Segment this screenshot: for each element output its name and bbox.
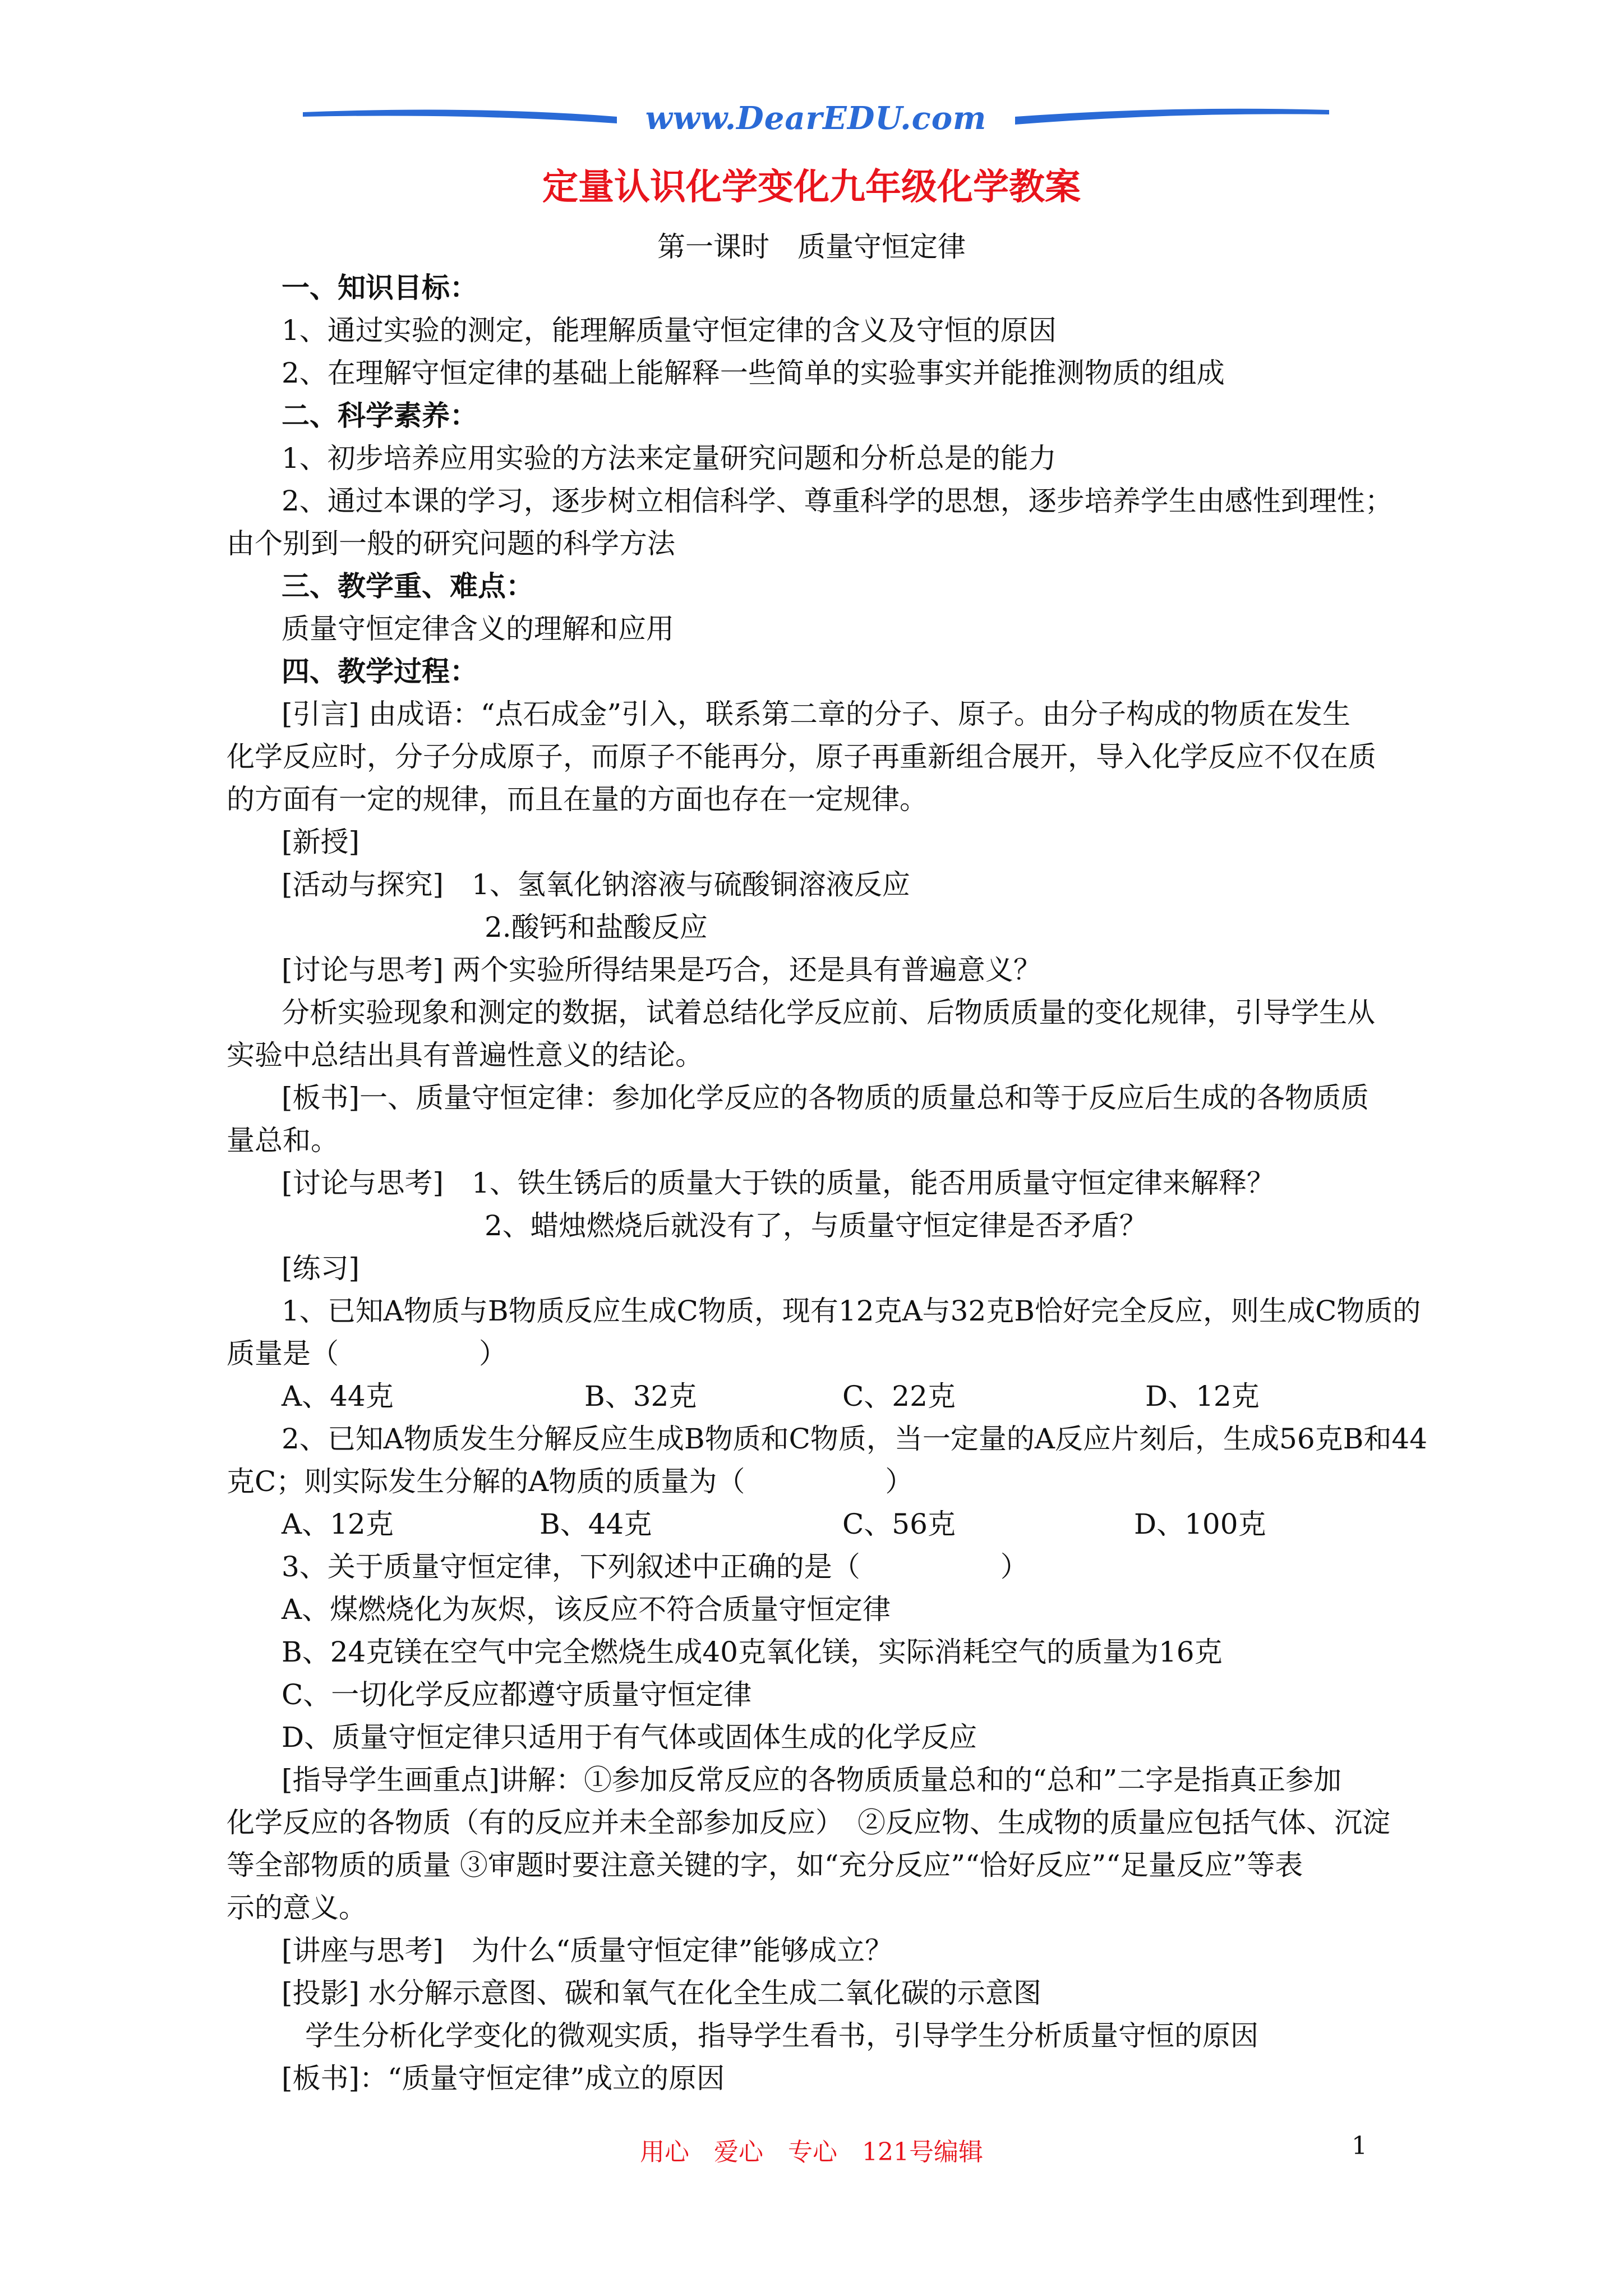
option-a: A、12克	[282, 1508, 394, 1540]
section-heading: 三、教学重、难点：	[282, 569, 534, 602]
option-c: C、56克	[842, 1508, 956, 1540]
text-line: [讨论与思考] 两个实验所得结果是巧合，还是具有普遍意义？	[282, 954, 1041, 986]
text-line: C、一切化学反应都遵守质量守恒定律	[282, 1678, 752, 1711]
text-line: [板书]：“质量守恒定律”成立的原因	[282, 2062, 725, 2095]
text-line: 1、通过实验的测定，能理解质量守恒定律的含义及守恒的原因	[282, 314, 1057, 347]
text-line: [讲座与思考] 为什么“质量守恒定律”能够成立？	[282, 1934, 893, 1967]
text-line: D、质量守恒定律只适用于有气体或固体生成的化学反应	[282, 1721, 978, 1754]
site-url: www.DearEDU.com	[645, 100, 987, 137]
page-number: 1	[1352, 2132, 1367, 2160]
lesson-subtitle: 第一课时 质量守恒定律	[657, 231, 966, 263]
text-line: 克C；则实际发生分解的A物质的质量为（ ）	[227, 1465, 914, 1498]
text-line: [讨论与思考] 1、铁生锈后的质量大于铁的质量，能否用质量守恒定律来解释？	[282, 1167, 1275, 1199]
text-line: 2、已知A物质发生分解反应生成B物质和C物质，当一定量的A反应片刻后，生成56克B和44	[282, 1423, 1428, 1455]
text-line: 实验中总结出具有普遍性意义的结论。	[227, 1039, 703, 1071]
text-line: [引言] 由成语：“点石成金”引入，联系第二章的分子、原子。由分子构成的物质在发生	[282, 698, 1351, 730]
option-c: C、22克	[842, 1380, 956, 1412]
text-line: 量总和。	[227, 1124, 339, 1157]
text-line: 1、初步培养应用实验的方法来定量研究问题和分析总是的能力	[282, 442, 1057, 475]
text-line: 等全部物质的质量 ③审题时要注意关键的字，如“充分反应”“恰好反应”“足量反应”等表	[227, 1849, 1303, 1881]
text-line: [新授]	[282, 826, 360, 858]
text-line: [板书]一、质量守恒定律：参加化学反应的各物质的质量总和等于反应后生成的各物质质	[282, 1082, 1370, 1114]
text-line: 学生分析化学变化的微观实质，指导学生看书，引导学生分析质量守恒的原因	[305, 2019, 1258, 2052]
answer-options	[227, 1375, 1421, 1418]
text-line: 质量是（ ）	[227, 1337, 507, 1370]
answer-options	[227, 1503, 1421, 1545]
text-line: 示的意义。	[227, 1892, 367, 1924]
text-line: 2、蜡烛燃烧后就没有了，与质量守恒定律是否矛盾？	[485, 1209, 1147, 1242]
option-d: D、100克	[1134, 1508, 1266, 1540]
option-b: B、32克	[584, 1380, 697, 1412]
text-line: 化学反应的各物质（有的反应并未全部参加反应） ②反应物、生成物的质量应包括气体、沉淀	[227, 1806, 1390, 1839]
text-line: [指导学生画重点]讲解：①参加反常反应的各物质质量总和的“总和”二字是指真正参加	[282, 1764, 1342, 1796]
text-line: 2、通过本课的学习，逐步树立相信科学、尊重科学的思想，逐步培养学生由感性到理性；	[282, 485, 1393, 517]
text-line: 1、已知A物质与B物质反应生成C物质，现有12克A与32克B恰好完全反应，则生成C物质的	[282, 1295, 1421, 1327]
document-body	[227, 266, 1428, 2100]
option-a: A、44克	[282, 1380, 394, 1412]
option-b: B、44克	[540, 1508, 652, 1540]
text-line: [投影] 水分解示意图、碳和氧气在化全生成二氧化碳的示意图	[282, 1977, 1041, 2009]
text-line: 质量守恒定律含义的理解和应用	[282, 613, 674, 645]
site-banner	[303, 100, 1329, 150]
text-line: 2.酸钙和盐酸反应	[485, 911, 708, 944]
section-heading: 四、教学过程：	[282, 655, 478, 688]
section-heading: 一、知识目标：	[282, 271, 478, 304]
text-line: [活动与探究] 1、氢氧化钠溶液与硫酸铜溶液反应	[282, 868, 910, 901]
text-line: B、24克镁在空气中完全燃烧生成40克氧化镁，实际消耗空气的质量为16克	[282, 1636, 1223, 1668]
section-heading: 二、科学素养：	[282, 399, 478, 432]
option-d: D、12克	[1145, 1380, 1260, 1412]
text-line: 3、关于质量守恒定律，下列叙述中正确的是（ ）	[282, 1550, 1029, 1583]
text-line: 化学反应时，分子分成原子，而原子不能再分，原子再重新组合展开，导入化学反应不仅在质	[227, 740, 1376, 773]
text-line: 由个别到一般的研究问题的科学方法	[227, 527, 675, 560]
text-line: A、煤燃烧化为灰烬，该反应不符合质量守恒定律	[282, 1593, 891, 1626]
text-line: [练习]	[282, 1252, 360, 1285]
text-line: 的方面有一定的规律，而且在量的方面也存在一定规律。	[227, 783, 928, 816]
text-line: 2、在理解守恒定律的基础上能解释一些简单的实验事实并能推测物质的组成	[282, 357, 1225, 389]
text-line: 分析实验现象和测定的数据，试着总结化学反应前、后物质质量的变化规律，引导学生从	[282, 996, 1375, 1029]
footer-text: 用心 爱心 专心 121号编辑	[640, 2138, 983, 2166]
page-title: 定量认识化学变化九年级化学教案	[542, 166, 1081, 208]
